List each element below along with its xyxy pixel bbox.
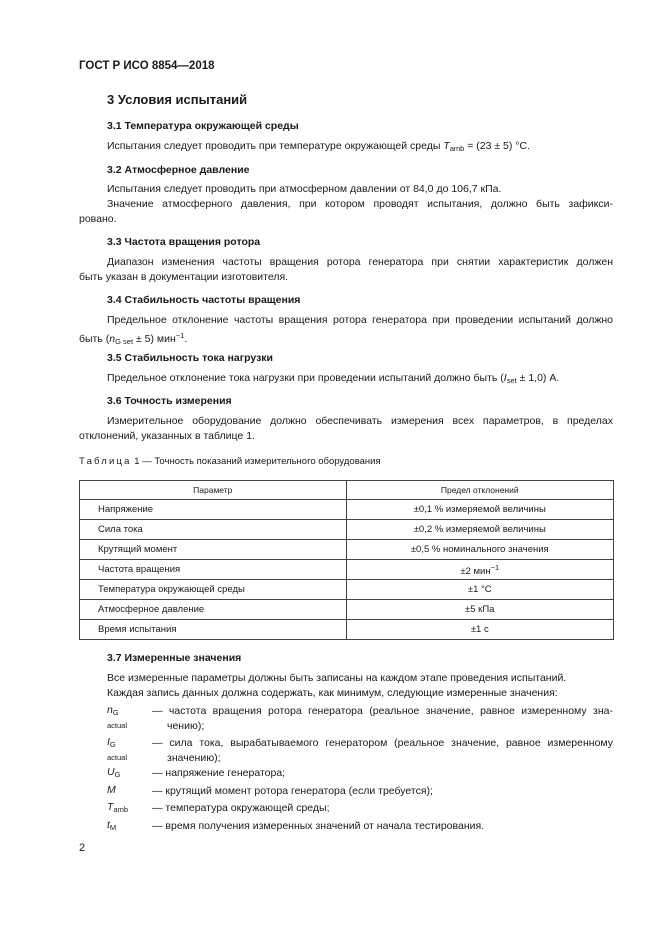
term-definition: — напряжение генератора; [152, 767, 286, 779]
subsection-3-7-para1: Все измеренные параметры должны быть записаны на каждом этапе проведения испытаний. [107, 672, 567, 684]
column-header-deviation: Предел отклонений [346, 481, 613, 500]
term-definition: — крутящий момент ротора генератора (если требуется); [152, 785, 433, 797]
subsection-3-4-para1: Предельное отклонение частоты вращения ротора генератора при проведении испытаний должно [107, 314, 613, 326]
subsection-3-3-title: 3.3 Частота вращения ротора [107, 236, 261, 248]
subsection-3-4-title: 3.4 Стабильность частоты вращения [107, 294, 301, 306]
table-cell-parameter: Время испытания [80, 620, 347, 640]
table-cell-parameter: Крутящий момент [80, 540, 347, 560]
subsection-3-6-para1: Измерительное оборудование должно обеспечивать измерения всех параметров, в пределах [107, 415, 613, 427]
table-row [80, 540, 614, 560]
table-row [80, 600, 614, 620]
term-definition: — частота вращения ротора генератора (реальное значение, равное измеренному зна- чению); [152, 705, 613, 732]
subsection-3-7-para2: Каждая запись данных должна содержать, как минимум, следующие измеренные значения: [107, 687, 558, 699]
term-definition: — время получения измеренных значений от начала тестирования. [152, 820, 485, 832]
table-row [80, 580, 614, 600]
subsection-3-2-para2: Значение атмосферного давления, при котором проводят испытания, должно быть зафикси- [107, 198, 613, 210]
subsection-3-6-para1-cont: отклонений, указанных в таблице 1. [79, 430, 255, 442]
term-symbol: $n_{G actual}$ [107, 704, 128, 730]
subsection-3-6-title: 3.6 Точность измерения [107, 395, 232, 407]
subsection-3-1-text: Испытания следует проводить при температуре окружающей среды $T_{amb} = (23 \pm 5)$ °С. [107, 140, 531, 153]
term-symbol: $U_G$ [107, 766, 121, 779]
table-row [80, 560, 614, 580]
table-cell-deviation: ±0,1 % измеряемой величины [346, 500, 613, 520]
table-cell-parameter: Атмосферное давление [80, 600, 347, 620]
table-header-row [80, 481, 614, 500]
table-cell-parameter: Частота вращения [80, 560, 347, 580]
section-title: 3 Условия испытаний [107, 92, 248, 107]
term-symbol: $I_{G actual}$ [107, 736, 128, 762]
accuracy-table [79, 480, 614, 640]
subsection-3-3-para1: Диапазон изменения частоты вращения ротора генератора при снятии характеристик должен [107, 256, 613, 268]
table-cell-deviation: ±1 с [346, 620, 613, 640]
table-cell-deviation: ±5 кПа [346, 600, 613, 620]
table-row [80, 500, 614, 520]
table-cell-parameter: Напряжение [80, 500, 347, 520]
table-cell-deviation: ±1 °С [346, 580, 613, 600]
term-symbol: M [107, 784, 116, 796]
subsection-3-5-text: Предельное отклонение тока нагрузки при проведении испытаний должно быть $(I_{set} \pm 1,0)$ А. [107, 372, 560, 385]
page-number: 2 [79, 842, 86, 854]
term-symbol: $T_{amb}$ [107, 801, 129, 814]
subsection-3-2-para2-cont: ровано. [79, 213, 117, 225]
subsection-3-2-title: 3.2 Атмосферное давление [107, 164, 250, 176]
table-cell-deviation: ±2 мин$^{-1}$ [346, 560, 613, 580]
subsection-3-4-para1-cont: быть $(n_{G set} \pm 5)$ мин$^{-1}$. [79, 331, 188, 346]
table-caption: Таблица 1 — Точность показаний измерительного оборудования [79, 456, 381, 467]
subsection-3-2-para1: Испытания следует проводить при атмосферном давлении от 84,0 до 106,7 кПа. [107, 183, 502, 195]
table-row [80, 620, 614, 640]
subsection-3-3-para1-cont: быть указан в документации изготовителя. [79, 271, 289, 283]
table-cell-deviation: ±0,2 % измеряемой величины [346, 520, 613, 540]
table-row [80, 520, 614, 540]
table-cell-parameter: Температура окружающей среды [80, 580, 347, 600]
term-symbol: $t_M$ [107, 819, 117, 832]
document-header: ГОСТ Р ИСО 8854—2018 [79, 60, 215, 72]
subsection-3-1-title: 3.1 Температура окружающей среды [107, 120, 299, 132]
subsection-3-5-title: 3.5 Стабильность тока нагрузки [107, 352, 274, 364]
term-definition: — сила тока, вырабатываемого генератором (реальное значение, равное измеренному значению); [152, 737, 613, 764]
table-cell-parameter: Сила тока [80, 520, 347, 540]
table-cell-deviation: ±0,5 % номинального значения [346, 540, 613, 560]
subsection-3-7-title: 3.7 Измеренные значения [107, 652, 242, 664]
column-header-parameter: Параметр [80, 481, 347, 500]
term-definition: — температура окружающей среды; [152, 802, 330, 814]
